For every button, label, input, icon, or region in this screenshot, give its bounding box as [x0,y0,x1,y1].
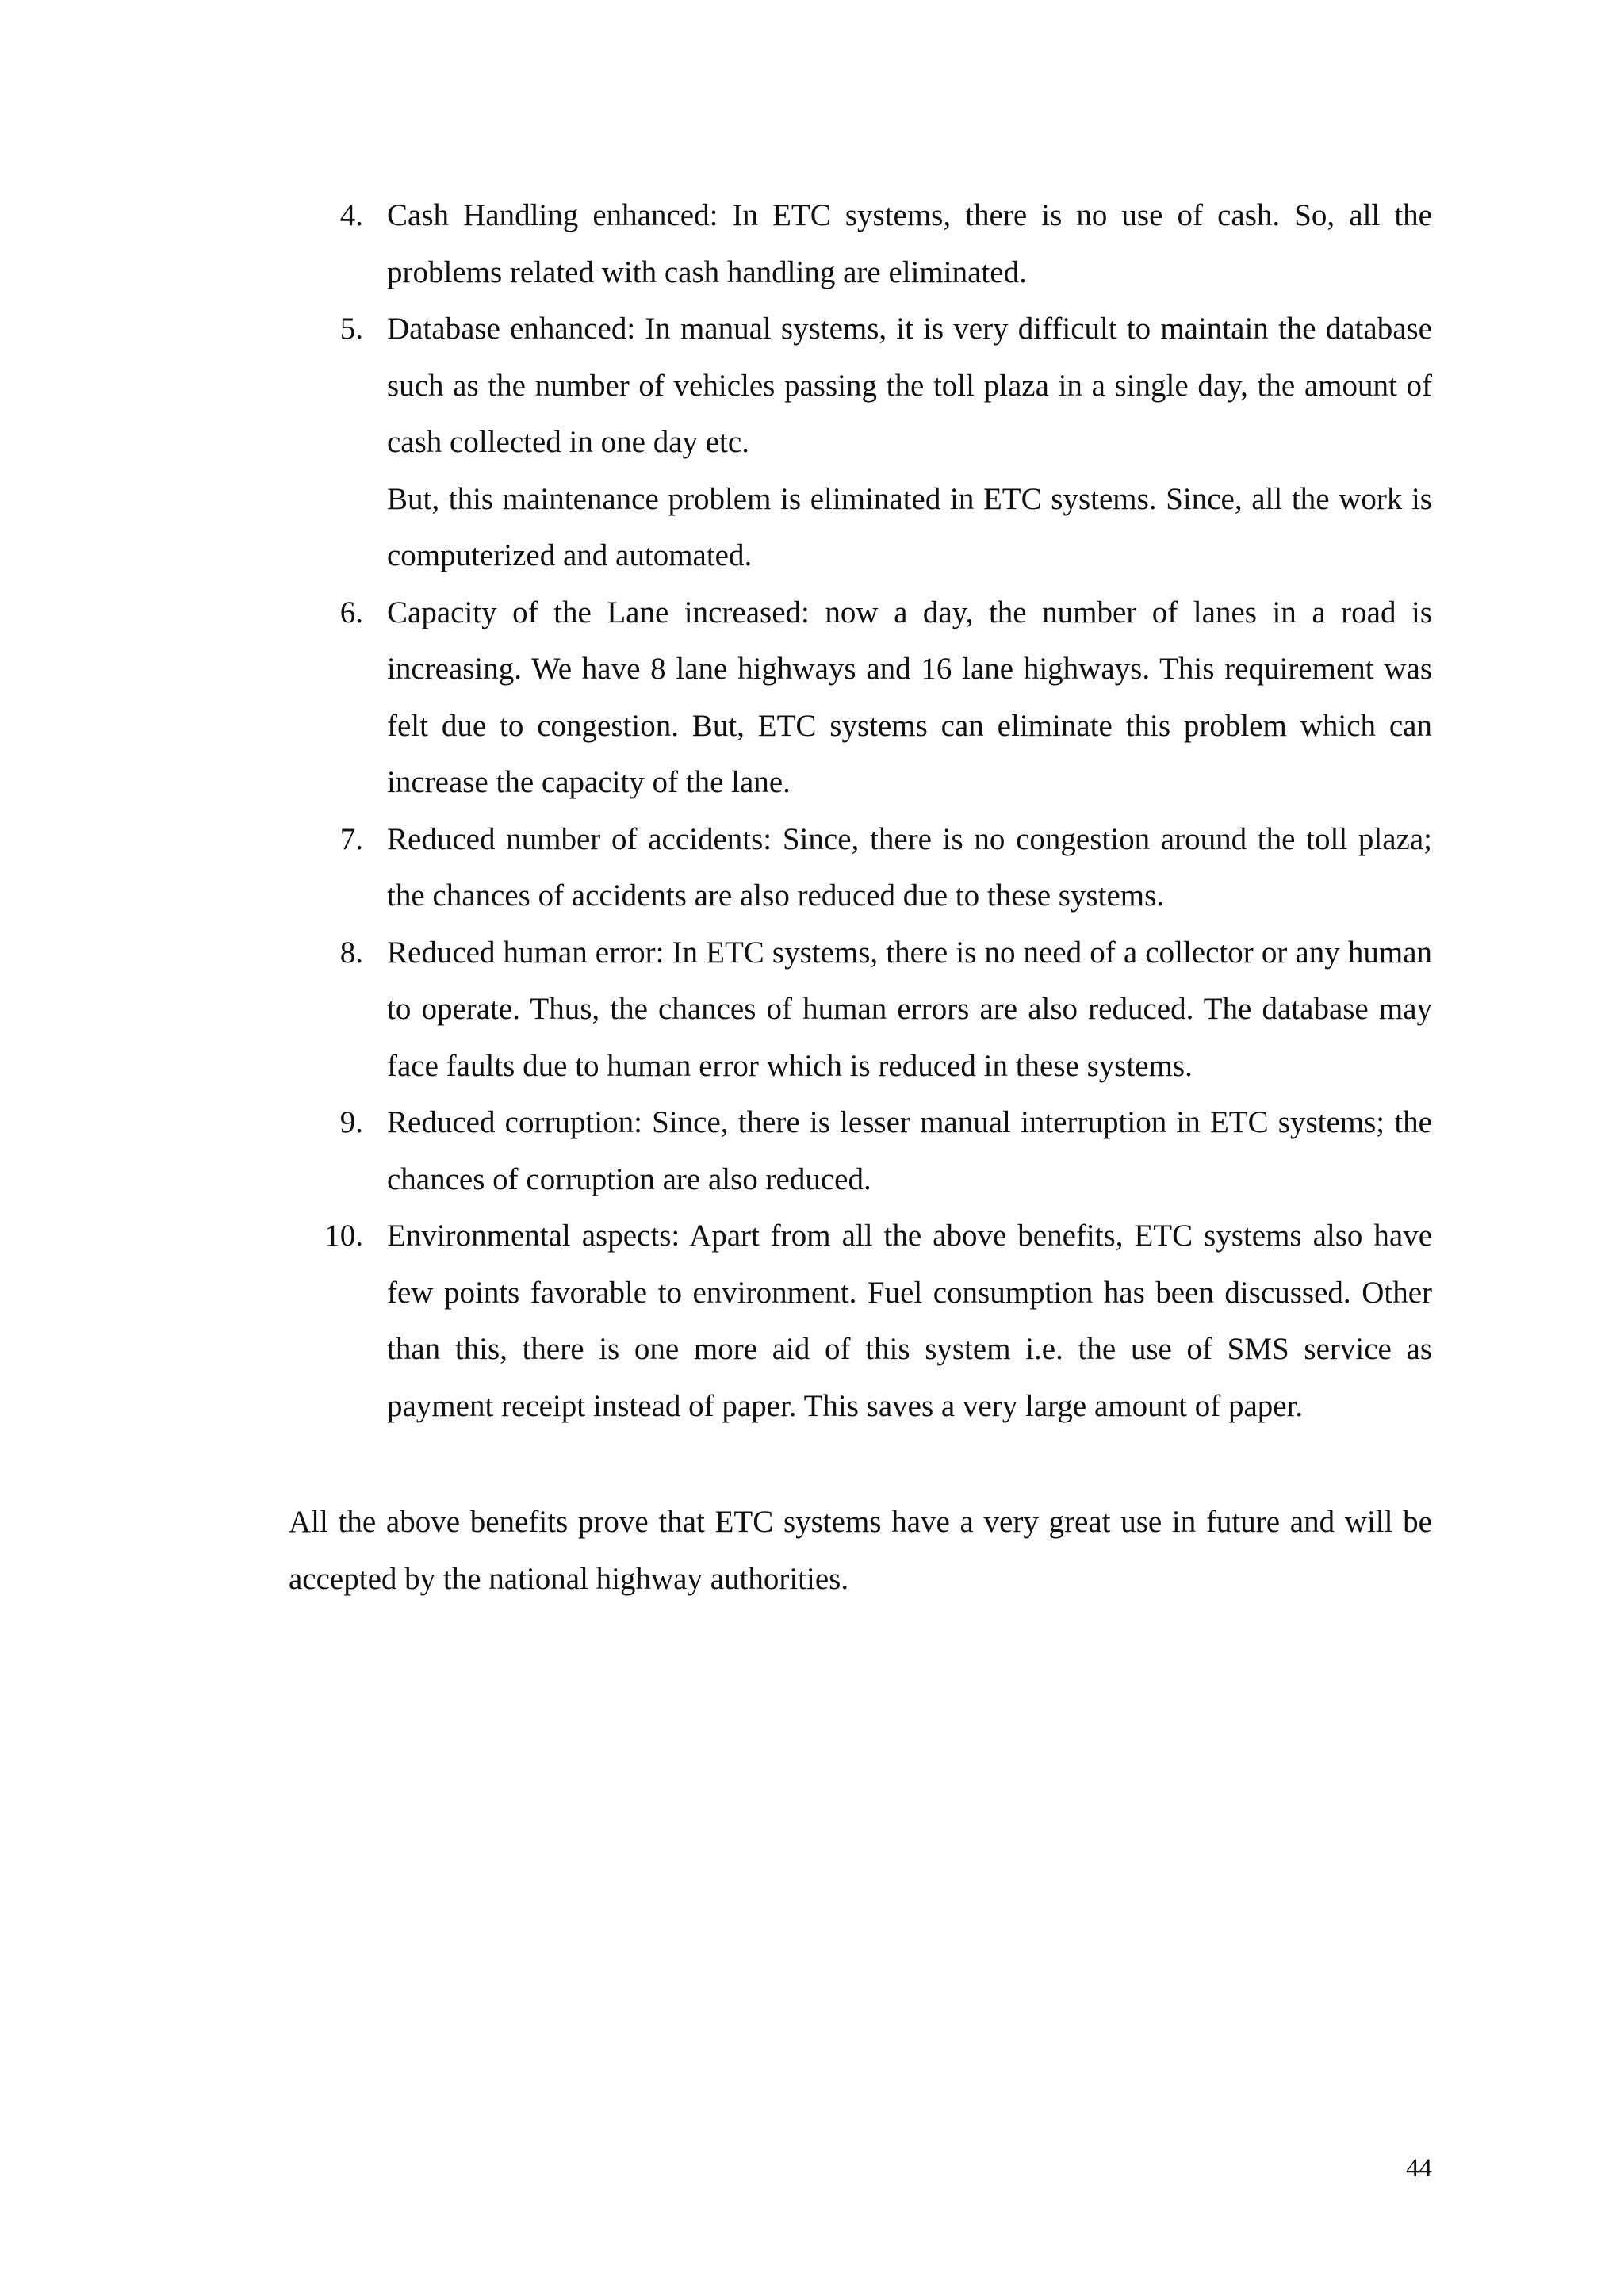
list-item-number: 7. [339,821,363,856]
closing-paragraph: All the above benefits prove that ETC systems have a very great use in future and will be accepted by the national highway authorities. [289,1505,1432,1596]
list-item [0,1207,1624,1434]
list-item-text: Reduced human error: In ETC systems, there is no need of a collector or any human to operate. Thus, the chances of human errors are also reduced. The database may face faults due to human error which is reduced in these systems. [387,935,1432,1083]
list-item-number: 9. [339,1105,363,1139]
list-item-text: Reduced number of accidents: Since, there is no congestion around the toll plaza; the chances of accidents are also reduced due to these systems. [387,821,1432,913]
list-item-number: 6. [339,595,363,629]
list-item-number: 8. [339,935,363,970]
list-item [0,811,1624,924]
list-item-text: Cash Handling enhanced: In ETC systems, there is no use of cash. So, all the problems related with cash handling are eliminated. [387,198,1432,289]
list-item-text: Capacity of the Lane increased: now a day, the number of lanes in a road is increasing. We have 8 lane highways and 16 lane highways. This requirement was felt due to congestion. But, ETC systems can eliminate this problem which can increase the capacity of the lane. [387,595,1432,799]
list-item-text: Reduced corruption: Since, there is lesser manual interruption in ETC systems; the chances of corruption are also reduced. [387,1105,1432,1196]
page-number: 44 [1406,2154,1432,2183]
list-item-text: Environmental aspects: Apart from all the above benefits, ETC systems also have few points favorable to environment. Fuel consumption has been discussed. Other than this, there is one more aid of this system i.e. the use of SMS service as payment receipt instead of paper. This saves a very large amount of paper. [387,1219,1432,1423]
list-item [0,924,1624,1095]
benefits-list [0,187,1624,1434]
list-item [0,300,1624,584]
list-item-text: But, this maintenance problem is eliminated in ETC systems. Since, all the work is computerized and automated. [387,481,1432,572]
list-item [0,1094,1624,1207]
list-item [0,584,1624,811]
list-item [0,187,1624,300]
list-item-text: Database enhanced: In manual systems, it is very difficult to maintain the database such as the number of vehicles passing the toll plaza in a single day, the amount of cash collected in one day etc. [387,312,1432,459]
list-item-number: 4. [339,198,363,232]
list-item-number: 5. [339,312,363,346]
list-item-number: 10. [324,1219,363,1253]
